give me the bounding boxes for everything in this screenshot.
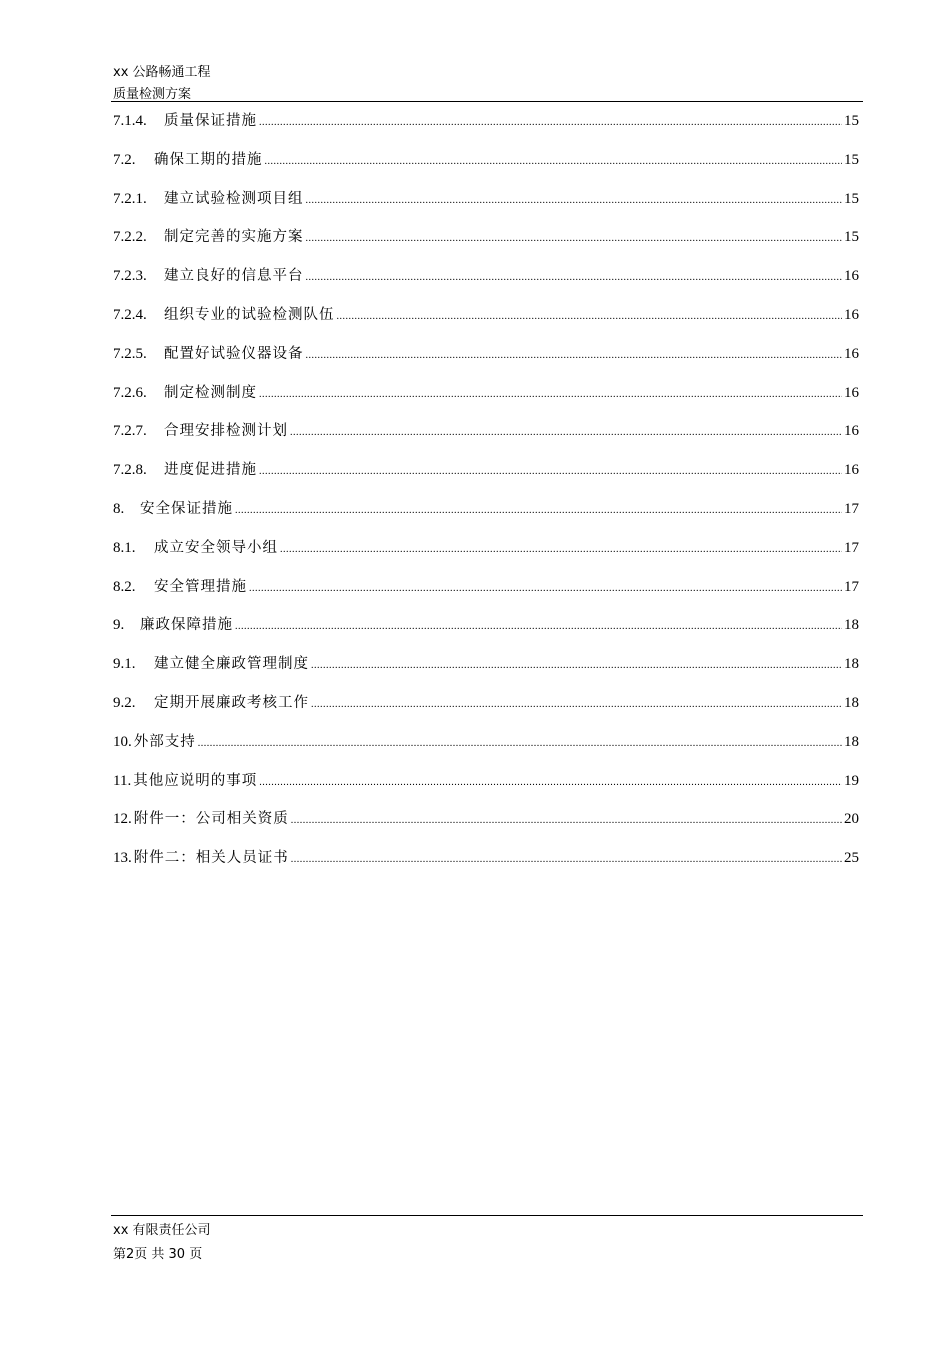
- toc-entry-title: 其他应说明的事项: [133, 772, 258, 789]
- toc-entry-number: 12.: [113, 811, 132, 828]
- toc-entry-title: 附件二：相关人员证书: [133, 850, 289, 867]
- page-header: [113, 62, 863, 106]
- toc-entry[interactable]: [113, 576, 859, 615]
- toc-entry-number: 7.1.4.: [113, 113, 147, 129]
- toc-dot-leader: [249, 578, 842, 600]
- toc-entry-title: 附件一：公司相关资质: [133, 811, 289, 828]
- toc-entry[interactable]: [113, 265, 859, 304]
- toc-dot-leader: [265, 151, 843, 173]
- toc-entry-page: 16: [844, 268, 859, 285]
- toc-entry-number: 9.1.: [113, 656, 136, 673]
- toc-entry-number: 10.: [113, 733, 132, 750]
- footer-page-number: 第2页 共 30 页: [113, 1247, 203, 1262]
- toc-entry-page: 16: [844, 384, 859, 401]
- toc-dot-leader: [235, 500, 842, 522]
- toc-entry-page: 18: [844, 656, 859, 673]
- toc-entry-title: 配置好试验仪器设备: [164, 345, 304, 362]
- toc-entry-title: 成立安全领导小组: [154, 539, 278, 556]
- header-document-title: 质量检测方案: [113, 87, 192, 102]
- toc-entry[interactable]: [113, 110, 859, 149]
- header-project-name: xx 公路畅通工程: [113, 65, 211, 80]
- toc-entry-title: 廉政保障措施: [140, 617, 233, 634]
- toc-entry-title: 组织专业的试验检测队伍: [164, 306, 335, 323]
- toc-entry-title: 建立良好的信息平台: [164, 268, 304, 285]
- toc-entry[interactable]: [113, 343, 859, 382]
- toc-entry[interactable]: [113, 459, 859, 498]
- toc-entry-title: 确保工期的措施: [154, 151, 263, 168]
- toc-entry[interactable]: [113, 692, 859, 731]
- toc-dot-leader: [311, 694, 842, 716]
- toc-entry-number: 9.2.: [113, 694, 136, 711]
- toc-entry-number: 7.2.8.: [113, 462, 147, 479]
- toc-dot-leader: [311, 655, 842, 677]
- toc-entry-title: 建立健全廉政管理制度: [154, 656, 309, 673]
- toc-entry[interactable]: [113, 226, 859, 265]
- toc-entry-number: 8.2.: [113, 578, 136, 595]
- toc-entry[interactable]: [113, 304, 859, 343]
- toc-entry-number: 11.: [113, 772, 132, 789]
- toc-entry[interactable]: [113, 420, 859, 459]
- toc-dot-leader: [306, 345, 843, 367]
- toc-dot-leader: [198, 733, 842, 755]
- toc-entry-page: 16: [844, 306, 859, 323]
- toc-entry[interactable]: [113, 808, 859, 847]
- toc-entry-title: 安全管理措施: [154, 578, 247, 595]
- toc-entry-title: 建立试验检测项目组: [164, 190, 304, 207]
- table-of-contents: [113, 110, 859, 886]
- toc-entry-page: 17: [844, 578, 859, 595]
- toc-entry-title: 制定检测制度: [164, 384, 257, 401]
- toc-entry[interactable]: [113, 614, 859, 653]
- toc-entry-number: 8.: [113, 500, 125, 517]
- toc-dot-leader: [259, 772, 842, 794]
- toc-entry-number: 7.2.1.: [113, 190, 147, 207]
- toc-entry-number: 9.: [113, 617, 125, 634]
- toc-entry[interactable]: [113, 537, 859, 576]
- toc-dot-leader: [306, 228, 843, 250]
- toc-entry-number: 13.: [113, 850, 132, 867]
- toc-entry-title: 制定完善的实施方案: [164, 229, 304, 246]
- toc-entry-page: 25: [844, 850, 859, 867]
- toc-entry-title: 合理安排检测计划: [164, 423, 288, 440]
- footer-divider: [111, 1215, 863, 1216]
- toc-entry-page: 15: [844, 190, 859, 207]
- footer-company-name: xx 有限责任公司: [113, 1223, 211, 1238]
- toc-entry[interactable]: [113, 770, 859, 809]
- toc-entry-page: 17: [844, 500, 859, 517]
- toc-entry-page: 16: [844, 462, 859, 479]
- toc-entry[interactable]: [113, 731, 859, 770]
- toc-entry-title: 外部支持: [133, 733, 196, 750]
- toc-entry-page: 17: [844, 539, 859, 556]
- toc-entry-page: 19: [844, 772, 859, 789]
- toc-dot-leader: [259, 112, 842, 134]
- toc-entry-number: 7.2.2.: [113, 229, 147, 246]
- toc-entry[interactable]: [113, 847, 859, 886]
- toc-entry-title: 进度促进措施: [164, 462, 257, 479]
- toc-entry[interactable]: [113, 653, 859, 692]
- toc-entry-number: 7.2.3.: [113, 268, 147, 285]
- toc-entry-page: 16: [844, 423, 859, 440]
- toc-entry[interactable]: [113, 188, 859, 227]
- toc-dot-leader: [280, 539, 842, 561]
- toc-entry[interactable]: [113, 149, 859, 188]
- toc-entry[interactable]: [113, 382, 859, 421]
- toc-entry-number: 7.2.: [113, 151, 136, 168]
- toc-dot-leader: [235, 616, 842, 638]
- toc-entry-page: 15: [844, 229, 859, 246]
- toc-entry-number: 7.2.5.: [113, 345, 147, 362]
- toc-entry[interactable]: [113, 498, 859, 537]
- toc-entry-page: 15: [844, 151, 859, 168]
- toc-entry-page: 20: [844, 811, 859, 828]
- page-footer: [113, 1219, 863, 1267]
- toc-dot-leader: [306, 190, 843, 212]
- toc-dot-leader: [291, 849, 842, 871]
- toc-entry-title: 安全保证措施: [140, 500, 233, 517]
- toc-entry-page: 16: [844, 345, 859, 362]
- toc-entry-number: 7.2.4.: [113, 306, 147, 323]
- toc-dot-leader: [259, 384, 842, 406]
- toc-entry-title: 质量保证措施: [164, 113, 257, 129]
- toc-entry-page: 18: [844, 617, 859, 634]
- toc-entry-page: 18: [844, 694, 859, 711]
- toc-dot-leader: [291, 810, 842, 832]
- toc-entry-page: 18: [844, 733, 859, 750]
- toc-entry-title: 定期开展廉政考核工作: [154, 694, 309, 711]
- header-divider: [111, 101, 863, 102]
- toc-entry-number: 7.2.6.: [113, 384, 147, 401]
- toc-dot-leader: [290, 422, 842, 444]
- toc-dot-leader: [337, 306, 843, 328]
- toc-entry-page: 15: [844, 113, 859, 129]
- toc-dot-leader: [259, 461, 842, 483]
- toc-entry-number: 7.2.7.: [113, 423, 147, 440]
- toc-entry-number: 8.1.: [113, 539, 136, 556]
- toc-dot-leader: [306, 267, 843, 289]
